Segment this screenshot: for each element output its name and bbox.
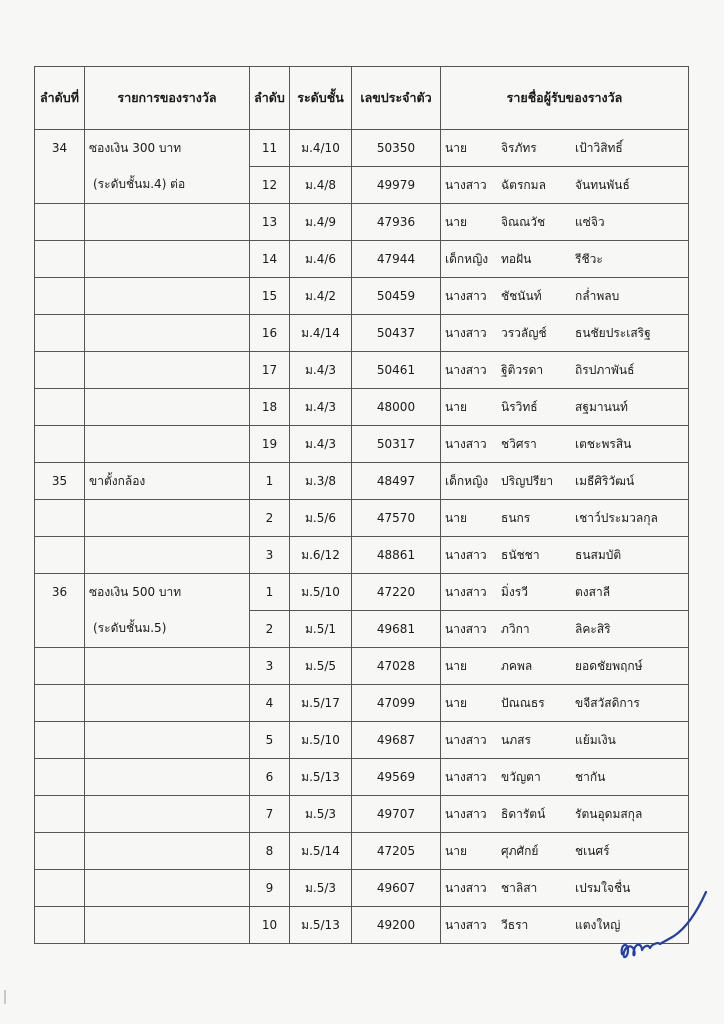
last-name: ธนชัยประเสริฐ [575, 325, 651, 340]
recipient-name [441, 722, 689, 759]
last-name: ยอดชัยพฤกษ์ [575, 658, 643, 673]
student-id: 49200 [352, 907, 441, 944]
table-row [35, 907, 689, 944]
name-title: นางสาว [445, 177, 487, 192]
class-level: ม.5/3 [290, 796, 352, 833]
table-row [35, 389, 689, 426]
last-name: เป้าวิสิทธิ์ [575, 140, 623, 155]
recipient-name [441, 648, 689, 685]
award-item [85, 352, 250, 389]
award-number [35, 315, 85, 352]
last-name: เปรมใจชื่น [575, 880, 631, 895]
award-item [85, 426, 250, 463]
class-level: ม.5/3 [290, 870, 352, 907]
table-row [35, 352, 689, 389]
award-item [85, 907, 250, 944]
table-row [35, 759, 689, 796]
award-number [35, 833, 85, 870]
sequence-number: 4 [250, 685, 290, 722]
table-row [35, 278, 689, 315]
class-level: ม.4/8 [290, 167, 352, 204]
table-header-row [35, 67, 689, 130]
recipient-name [441, 389, 689, 426]
sequence-number: 11 [250, 130, 290, 167]
class-level: ม.5/14 [290, 833, 352, 870]
class-level: ม.5/10 [290, 722, 352, 759]
sequence-number: 9 [250, 870, 290, 907]
award-number [35, 796, 85, 833]
sequence-number: 19 [250, 426, 290, 463]
award-number [35, 204, 85, 241]
sequence-number: 15 [250, 278, 290, 315]
sequence-number: 18 [250, 389, 290, 426]
student-id: 48861 [352, 537, 441, 574]
award-item [85, 870, 250, 907]
student-id: 50350 [352, 130, 441, 167]
sequence-number: 1 [250, 463, 290, 500]
student-id: 47944 [352, 241, 441, 278]
student-id: 47936 [352, 204, 441, 241]
first-name: ฉัตรกมล [501, 177, 546, 192]
table-row [35, 537, 689, 574]
recipient-name [441, 463, 689, 500]
award-number [35, 389, 85, 426]
last-name: สฐมานนท์ [575, 399, 628, 414]
first-name: จิรภัทร [501, 140, 537, 155]
table-row [35, 130, 689, 167]
name-title: นางสาว [445, 288, 487, 303]
student-id: 50459 [352, 278, 441, 315]
student-id: 48497 [352, 463, 441, 500]
signature-image [614, 884, 714, 974]
name-title: นาย [445, 399, 467, 414]
name-title: เด็กหญิง [445, 473, 489, 488]
table-row [35, 722, 689, 759]
name-title: นาย [445, 658, 467, 673]
last-name: เมธีศิริวัฒน์ [575, 473, 635, 488]
class-level: ม.5/10 [290, 574, 352, 611]
class-level: ม.5/13 [290, 759, 352, 796]
award-number [35, 907, 85, 944]
award-number: 34 [35, 130, 85, 167]
last-name: กล่ำพลบ [575, 288, 620, 303]
header-item: รายการของรางวัล [85, 67, 250, 130]
recipient-name [441, 537, 689, 574]
header-id: เลขประจำตัว [352, 67, 441, 130]
award-item [85, 648, 250, 685]
award-number [35, 167, 85, 204]
sequence-number: 8 [250, 833, 290, 870]
name-title: นางสาว [445, 769, 487, 784]
award-item [85, 574, 250, 635]
award-item [85, 204, 250, 241]
last-name: ชากัน [575, 769, 606, 784]
header-name: รายชื่อผู้รับของรางวัล [441, 67, 689, 130]
table-row [35, 204, 689, 241]
name-title: นางสาว [445, 806, 487, 821]
recipient-name [441, 833, 689, 870]
recipient-name [441, 241, 689, 278]
table-row [35, 870, 689, 907]
table-row [35, 648, 689, 685]
margin-mark [4, 990, 6, 1004]
award-item-line2: (ระดับชั้นม.5) [93, 621, 167, 635]
student-id: 47028 [352, 648, 441, 685]
table-row [35, 574, 689, 611]
last-name: แตงใหญ่ [575, 917, 621, 932]
student-id: 47220 [352, 574, 441, 611]
recipient-name [441, 352, 689, 389]
class-level: ม.4/3 [290, 352, 352, 389]
first-name: ธิดารัตน์ [501, 806, 546, 821]
class-level: ม.4/14 [290, 315, 352, 352]
last-name: จันทนพันธ์ [575, 177, 630, 192]
class-level: ม.5/5 [290, 648, 352, 685]
table-row [35, 463, 689, 500]
last-name: ตงสาลี [575, 584, 611, 599]
sequence-number: 16 [250, 315, 290, 352]
award-item [85, 130, 250, 191]
recipient-name [441, 278, 689, 315]
table-row [35, 796, 689, 833]
first-name: ธนกร [501, 510, 531, 525]
award-item [85, 315, 250, 352]
recipient-name [441, 759, 689, 796]
award-item-line1: ขาตั้งกล้อง [89, 474, 146, 488]
sequence-number: 14 [250, 241, 290, 278]
first-name: ขวัญตา [501, 769, 541, 784]
name-title: นางสาว [445, 917, 487, 932]
award-number [35, 537, 85, 574]
recipient-name [441, 204, 689, 241]
student-id: 47099 [352, 685, 441, 722]
table-row [35, 241, 689, 278]
student-id: 48000 [352, 389, 441, 426]
first-name: นิรวิทธ์ [501, 399, 538, 414]
class-level: ม.4/9 [290, 204, 352, 241]
table-row [35, 315, 689, 352]
sequence-number: 10 [250, 907, 290, 944]
name-title: นางสาว [445, 732, 487, 747]
recipient-name [441, 315, 689, 352]
recipient-name [441, 574, 689, 611]
first-name: ธนัชชา [501, 547, 540, 562]
student-id: 49607 [352, 870, 441, 907]
student-id: 49569 [352, 759, 441, 796]
last-name: เตชะพรสิน [575, 436, 632, 451]
award-item [85, 537, 250, 574]
first-name: ฐิติวรดา [501, 362, 544, 377]
student-id: 50461 [352, 352, 441, 389]
class-level: ม.4/3 [290, 426, 352, 463]
award-item [85, 796, 250, 833]
recipient-name [441, 796, 689, 833]
student-id: 50437 [352, 315, 441, 352]
first-name: จิณณวัช [501, 214, 546, 229]
award-number [35, 352, 85, 389]
class-level: ม.4/10 [290, 130, 352, 167]
award-number [35, 426, 85, 463]
name-title: นาย [445, 140, 467, 155]
sequence-number: 3 [250, 648, 290, 685]
class-level: ม.6/12 [290, 537, 352, 574]
award-item [85, 722, 250, 759]
first-name: วรวลัญช์ [501, 325, 547, 340]
class-level: ม.4/6 [290, 241, 352, 278]
award-item [85, 241, 250, 278]
last-name: ขจีสวัสดิการ [575, 695, 640, 710]
class-level: ม.5/6 [290, 500, 352, 537]
recipient-name [441, 685, 689, 722]
name-title: นางสาว [445, 547, 487, 562]
sequence-number: 1 [250, 574, 290, 611]
recipient-name [441, 167, 689, 204]
sequence-number: 2 [250, 611, 290, 648]
header-level: ระดับชั้น [290, 67, 352, 130]
recipient-name [441, 426, 689, 463]
name-title: นางสาว [445, 584, 487, 599]
last-name: เชาว์ประมวลกุล [575, 510, 658, 525]
last-name: ถิรปภาพันธ์ [575, 362, 635, 377]
award-number [35, 611, 85, 648]
last-name: แซ่จิว [575, 214, 605, 229]
first-name: นภสร [501, 732, 531, 747]
last-name: ชเนศร์ [575, 843, 610, 858]
award-item-line2: (ระดับชั้นม.4) ต่อ [93, 177, 186, 191]
name-title: นาย [445, 695, 467, 710]
student-id: 47570 [352, 500, 441, 537]
last-name: แย้มเงิน [575, 732, 616, 747]
name-title: เด็กหญิง [445, 251, 489, 266]
award-item-line1: ซองเงิน 300 บาท [89, 141, 182, 155]
sequence-number: 12 [250, 167, 290, 204]
first-name: วีธรา [501, 917, 529, 932]
award-item [85, 685, 250, 722]
last-name: ธนสมบัติ [575, 547, 622, 562]
award-item [85, 278, 250, 315]
sequence-number: 5 [250, 722, 290, 759]
award-number [35, 648, 85, 685]
name-title: นาย [445, 214, 467, 229]
table-row [35, 426, 689, 463]
class-level: ม.5/13 [290, 907, 352, 944]
recipient-name [441, 130, 689, 167]
table-row [35, 500, 689, 537]
name-title: นาย [445, 510, 467, 525]
award-number: 35 [35, 463, 85, 500]
last-name: รัตนอุดมสกุล [575, 806, 643, 821]
student-id: 49687 [352, 722, 441, 759]
last-name: ลิคะสิริ [575, 621, 611, 636]
class-level: ม.4/3 [290, 389, 352, 426]
first-name: ภคพล [501, 658, 533, 673]
first-name: ปริญปรียา [501, 473, 554, 488]
class-level: ม.5/1 [290, 611, 352, 648]
sequence-number: 17 [250, 352, 290, 389]
sequence-number: 6 [250, 759, 290, 796]
awards-table [34, 66, 689, 944]
sequence-number: 13 [250, 204, 290, 241]
first-name: ชวิศรา [501, 436, 537, 451]
first-name: ภวิกา [501, 621, 530, 636]
class-level: ม.3/8 [290, 463, 352, 500]
student-id: 47205 [352, 833, 441, 870]
recipient-name [441, 611, 689, 648]
student-id: 49707 [352, 796, 441, 833]
award-number [35, 870, 85, 907]
first-name: ศุภศักย์ [501, 843, 539, 858]
header-seq: ลำดับ [250, 67, 290, 130]
first-name: ทอฝัน [501, 251, 532, 266]
class-level: ม.4/2 [290, 278, 352, 315]
student-id: 49681 [352, 611, 441, 648]
first-name: ชาลิสา [501, 880, 538, 895]
award-number [35, 241, 85, 278]
last-name: รีชีวะ [575, 251, 603, 266]
student-id: 50317 [352, 426, 441, 463]
award-number: 36 [35, 574, 85, 611]
award-item [85, 833, 250, 870]
award-item [85, 500, 250, 537]
header-no: ลำดับที่ [35, 67, 85, 130]
table-row [35, 685, 689, 722]
award-item-line1: ซองเงิน 500 บาท [89, 585, 182, 599]
name-title: นาย [445, 843, 467, 858]
name-title: นางสาว [445, 362, 487, 377]
award-number [35, 722, 85, 759]
name-title: นางสาว [445, 436, 487, 451]
award-number [35, 759, 85, 796]
award-number [35, 685, 85, 722]
recipient-name [441, 500, 689, 537]
sequence-number: 3 [250, 537, 290, 574]
table-row [35, 833, 689, 870]
first-name: ปัณณธร [501, 695, 545, 710]
sequence-number: 7 [250, 796, 290, 833]
award-number [35, 278, 85, 315]
name-title: นางสาว [445, 621, 487, 636]
first-name: มิ่งรวี [501, 584, 528, 599]
student-id: 49979 [352, 167, 441, 204]
award-number [35, 500, 85, 537]
name-title: นางสาว [445, 325, 487, 340]
sequence-number: 2 [250, 500, 290, 537]
award-item [85, 759, 250, 796]
name-title: นางสาว [445, 880, 487, 895]
award-item [85, 463, 250, 500]
class-level: ม.5/17 [290, 685, 352, 722]
award-item [85, 389, 250, 426]
first-name: ชัชนันท์ [501, 288, 542, 303]
